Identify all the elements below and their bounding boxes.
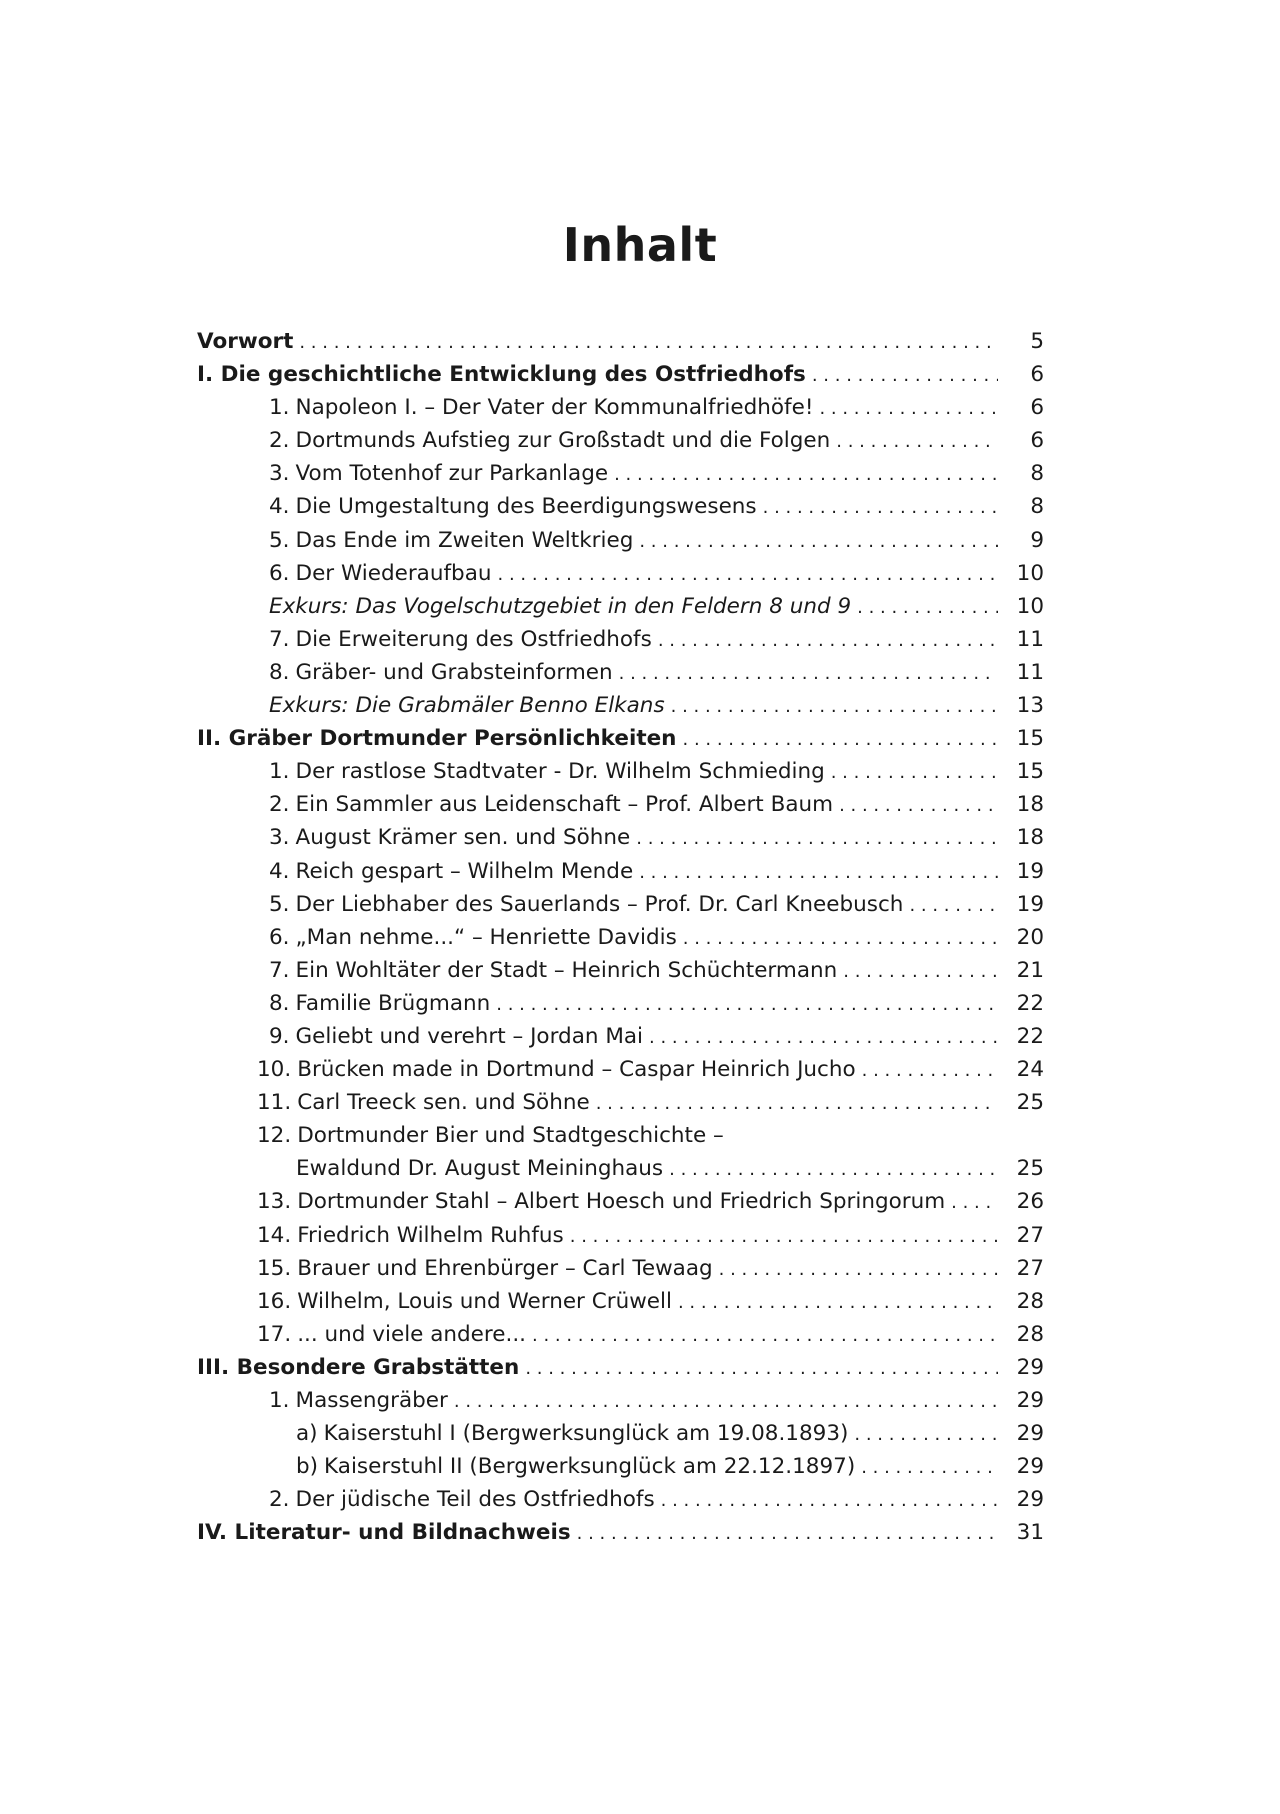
dot-leader <box>683 922 998 955</box>
toc-entry-continuation <box>197 1152 1044 1185</box>
dot-leader <box>498 558 999 591</box>
toc-entry-label: Massengräber <box>295 1388 448 1413</box>
dot-leader <box>454 1385 998 1418</box>
dot-leader <box>525 1352 998 1385</box>
toc-entry-label: Reich gespart – Wilhelm Mende <box>295 858 634 884</box>
toc-entry-number: 8. <box>269 990 290 1016</box>
toc-entry-number: b) <box>296 1454 319 1480</box>
toc-excursus <box>197 689 1044 722</box>
toc-entry-page: 25 <box>1016 1090 1044 1116</box>
toc-entry-page: 26 <box>1016 1189 1044 1215</box>
toc-entry-page: 29 <box>1016 1421 1044 1447</box>
toc-entry-label: Vorwort <box>197 329 294 354</box>
toc-entry <box>197 755 1044 788</box>
toc-entry <box>197 954 1044 987</box>
toc-entry-number: 12. <box>257 1123 292 1149</box>
toc-entry-label: Exkurs: Die Grabmäler Benno Elkans <box>269 693 665 719</box>
dot-leader <box>614 458 998 491</box>
toc-entry-number: 5. <box>269 527 290 553</box>
toc-entry-label: ... und viele andere... <box>297 1321 527 1347</box>
dot-leader <box>639 856 998 889</box>
toc-entry-label: Napoleon I. – Der Vater der Kommunalfriedhöfe! <box>295 395 814 421</box>
dot-leader <box>570 1220 998 1253</box>
toc-entry-number: 1. <box>269 759 290 785</box>
toc-entry-number: 6. <box>269 924 290 950</box>
toc-entry-page: 6 <box>1030 362 1044 388</box>
toc-entry <box>197 656 1044 689</box>
toc-entry-page: 11 <box>1016 659 1044 685</box>
dot-leader <box>836 425 998 458</box>
toc-entry-label: Die Umgestaltung des Beerdigungswesens <box>295 494 757 520</box>
toc-entry <box>197 921 1044 954</box>
dot-leader <box>763 491 998 524</box>
toc-entry-label: Der rastlose Stadtvater - Dr. Wilhelm Schmieding <box>295 759 825 785</box>
toc-entry-number: 13. <box>257 1189 292 1215</box>
toc-entry-page: 29 <box>1016 1388 1044 1413</box>
toc-chapter-4 <box>197 1516 1044 1549</box>
dot-leader <box>857 591 998 624</box>
toc-entry-number: 3. <box>269 825 290 851</box>
toc-entry <box>197 788 1044 821</box>
toc-entry-label: „Man nehme...“ – Henriette Davidis <box>295 924 677 950</box>
toc-entry-number: 11. <box>257 1090 292 1116</box>
dot-leader <box>909 889 998 922</box>
dot-leader <box>678 1286 998 1319</box>
dot-leader <box>951 1186 998 1219</box>
toc-entry-label: Geliebt und verehrt – Jordan Mai <box>295 1023 644 1049</box>
toc-entry-label: I. Die geschichtliche Entwicklung des Ostfriedhofs <box>197 362 806 388</box>
toc-entry-number: 4. <box>269 858 290 884</box>
toc-entry-label: Ein Sammler aus Leidenschaft – Prof. Albert Baum <box>295 792 834 818</box>
toc-entry-page: 31 <box>1016 1520 1044 1546</box>
toc-entry-page: 8 <box>1030 461 1044 487</box>
toc-entry <box>197 524 1044 557</box>
toc-entry <box>197 1119 1044 1152</box>
toc-entry-page: 6 <box>1030 395 1044 421</box>
toc-entry <box>197 1318 1044 1351</box>
dot-leader <box>831 756 998 789</box>
toc-entry-label: Das Ende im Zweiten Weltkrieg <box>295 527 634 553</box>
dot-leader <box>861 1451 998 1484</box>
toc-entry <box>197 821 1044 854</box>
toc-entry-label: Friedrich Wilhelm Ruhfus <box>297 1222 564 1248</box>
toc-entry-number: 16. <box>257 1288 292 1314</box>
toc-entry-page: 13 <box>1016 693 1044 719</box>
dot-leader <box>636 822 998 855</box>
toc-entry <box>197 1384 1044 1417</box>
toc-entry-label: Exkurs: Das Vogelschutzgebiet in den Feldern 8 und 9 <box>269 593 852 619</box>
toc-entry-label: Carl Treeck sen. und Söhne <box>297 1090 590 1116</box>
toc-entry <box>197 557 1044 590</box>
toc-entry-label: IV. Literatur- und Bildnachweis <box>197 1520 571 1546</box>
toc-entry-label: Der Liebhaber des Sauerlands – Prof. Dr. Carl Kneebusch <box>295 891 904 917</box>
toc-entry-page: 8 <box>1030 494 1044 520</box>
toc-entry-page: 15 <box>1016 759 1044 785</box>
toc-entry <box>197 888 1044 921</box>
toc-entry-number: a) <box>296 1421 318 1447</box>
toc-entry-vorwort <box>197 325 1044 358</box>
toc-entry-page: 27 <box>1016 1222 1044 1248</box>
toc-entry <box>197 987 1044 1020</box>
toc-subentry <box>197 1417 1044 1450</box>
dot-leader <box>843 955 998 988</box>
toc-entry-label: Brücken made in Dortmund – Caspar Heinrich Jucho <box>297 1057 856 1083</box>
table-of-contents <box>197 325 1044 1549</box>
toc-entry-page: 11 <box>1016 626 1044 652</box>
toc-entry-number: 2. <box>269 428 290 454</box>
toc-entry-label: Der jüdische Teil des Ostfriedhofs <box>295 1487 655 1513</box>
toc-entry-page: 10 <box>1016 593 1044 619</box>
page-title: Inhalt <box>562 218 718 272</box>
toc-entry-label: Wilhelm, Louis und Werner Crüwell <box>297 1288 672 1314</box>
dot-leader <box>577 1517 998 1550</box>
toc-entry-page: 22 <box>1016 990 1044 1016</box>
toc-entry-label: Familie Brügmann <box>295 990 491 1016</box>
toc-entry-page: 9 <box>1030 527 1044 553</box>
toc-entry-number: 8. <box>269 659 290 685</box>
toc-entry-label: Dortmunder Stahl – Albert Hoesch und Friedrich Springorum <box>297 1189 946 1215</box>
toc-entry-page: 28 <box>1016 1288 1044 1314</box>
toc-entry <box>197 1185 1044 1218</box>
toc-chapter-1 <box>197 358 1044 391</box>
dot-leader <box>596 1087 998 1120</box>
toc-entry <box>197 1219 1044 1252</box>
toc-entry <box>197 1483 1044 1516</box>
toc-entry <box>197 855 1044 888</box>
toc-entry-page: 28 <box>1016 1321 1044 1347</box>
dot-leader <box>854 1418 998 1451</box>
toc-chapter-2 <box>197 722 1044 755</box>
toc-entry-page: 29 <box>1016 1454 1044 1480</box>
toc-entry-page: 15 <box>1016 726 1044 752</box>
dot-leader <box>661 1484 998 1517</box>
toc-entry-label: Brauer und Ehrenbürger – Carl Tewaag <box>297 1255 713 1281</box>
toc-entry-page: 22 <box>1016 1023 1044 1049</box>
toc-entry-label: Ein Wohltäter der Stadt – Heinrich Schüchtermann <box>295 957 838 983</box>
toc-entry-number: 3. <box>269 461 290 487</box>
toc-entry-label: Dortmunds Aufstieg zur Großstadt und die Folgen <box>295 428 831 454</box>
dot-leader <box>671 690 998 723</box>
toc-entry-page: 5 <box>1030 329 1044 354</box>
dot-leader <box>719 1253 998 1286</box>
dot-leader <box>839 789 998 822</box>
toc-entry <box>197 623 1044 656</box>
dot-leader <box>496 988 998 1021</box>
toc-entry <box>197 391 1044 424</box>
toc-entry-page: 29 <box>1016 1354 1044 1380</box>
dot-leader <box>639 525 998 558</box>
dot-leader <box>658 624 998 657</box>
dot-leader <box>862 1054 998 1087</box>
dot-leader <box>299 326 998 359</box>
toc-entry-number: 1. <box>269 1388 290 1413</box>
toc-chapter-3 <box>197 1351 1044 1384</box>
dot-leader <box>669 1153 998 1186</box>
toc-entry-label: Kaiserstuhl I (Bergwerksunglück am 19.08.1893) <box>323 1421 849 1447</box>
dot-leader <box>649 1021 998 1054</box>
dot-leader <box>532 1319 998 1352</box>
toc-entry-label: August Krämer sen. und Söhne <box>295 825 631 851</box>
toc-entry-page: 6 <box>1030 428 1044 454</box>
toc-entry-page: 18 <box>1016 792 1044 818</box>
toc-entry-number: 2. <box>269 792 290 818</box>
toc-entry-page: 18 <box>1016 825 1044 851</box>
toc-entry-label: Die Erweiterung des Ostfriedhofs <box>295 626 652 652</box>
toc-entry-page: 20 <box>1016 924 1044 950</box>
toc-entry-label: Gräber- und Grabsteinformen <box>295 659 613 685</box>
toc-entry <box>197 1285 1044 1318</box>
dot-leader <box>819 392 998 425</box>
toc-entry <box>197 457 1044 490</box>
toc-entry-page: 24 <box>1016 1057 1044 1083</box>
toc-entry <box>197 1252 1044 1285</box>
toc-entry-number: 14. <box>257 1222 292 1248</box>
toc-entry-page: 21 <box>1016 957 1044 983</box>
toc-entry-page: 10 <box>1016 560 1044 586</box>
toc-entry-label: Ewaldund Dr. August Meininghaus <box>296 1156 664 1182</box>
toc-entry-label: Dortmunder Bier und Stadtgeschichte – <box>297 1123 724 1149</box>
toc-entry-number: 17. <box>257 1321 292 1347</box>
toc-entry-number: 5. <box>269 891 290 917</box>
toc-entry-page: 19 <box>1016 891 1044 917</box>
toc-entry <box>197 490 1044 523</box>
toc-entry-number: 6. <box>269 560 290 586</box>
toc-entry-label: II. Gräber Dortmunder Persönlichkeiten <box>197 726 677 752</box>
toc-entry-number: 4. <box>269 494 290 520</box>
toc-entry <box>197 424 1044 457</box>
toc-entry-label: Kaiserstuhl II (Bergwerksunglück am 22.12.1897) <box>324 1454 856 1480</box>
toc-entry-page: 27 <box>1016 1255 1044 1281</box>
dot-leader <box>812 359 998 392</box>
toc-entry-label: Vom Totenhof zur Parkanlage <box>295 461 609 487</box>
dot-leader <box>683 723 999 756</box>
toc-entry <box>197 1086 1044 1119</box>
toc-entry-page: 29 <box>1016 1487 1044 1513</box>
toc-entry-number: 2. <box>269 1487 290 1513</box>
toc-entry-label: Der Wiederaufbau <box>295 560 492 586</box>
toc-subentry <box>197 1450 1044 1483</box>
toc-entry <box>197 1020 1044 1053</box>
toc-entry-number: 7. <box>269 626 290 652</box>
dot-leader <box>619 657 998 690</box>
toc-entry-number: 7. <box>269 957 290 983</box>
toc-entry-page: 25 <box>1016 1156 1044 1182</box>
toc-entry-number: 1. <box>269 395 290 421</box>
toc-entry <box>197 1053 1044 1086</box>
toc-entry-number: 15. <box>257 1255 292 1281</box>
toc-entry-number: 9. <box>269 1023 290 1049</box>
toc-entry-page: 19 <box>1016 858 1044 884</box>
toc-excursus <box>197 590 1044 623</box>
toc-entry-label: III. Besondere Grabstätten <box>197 1354 520 1380</box>
toc-entry-number: 10. <box>257 1057 292 1083</box>
